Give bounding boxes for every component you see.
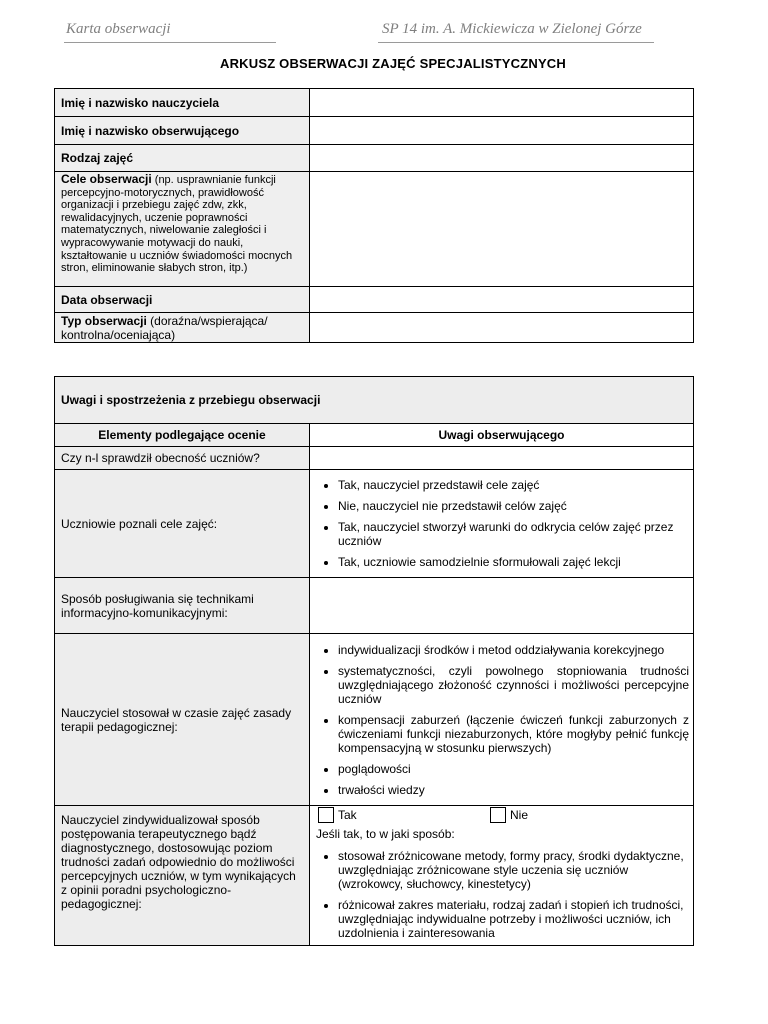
row-individualization-label: Nauczyciel zindywidualizował sposób postępowania terapeutycznego bądź diagnostycznego, dostosowując poziom trudności zadań odpowiednio do możliwości percepcyjnych uczniów, w tym wynikających z opinii poradni psychologiczno-pedagogicznej: bbox=[55, 806, 310, 946]
goals-note: (np. usprawnianie funkcji percepcyjno-motorycznych, prawidłowość organizacji i przebiegu zajęć zdw, zkk, rewalidacyjnych, uczenie poprawności matematycznych, niwelowanie zaległości i wypracowywanie motywacji do nauki, kształtowanie u uczniów świadomości mocnych stron, eliminowanie słabych stron, itp.) bbox=[61, 174, 293, 275]
row-attendance-label: Czy n-l sprawdził obecność uczniów? bbox=[55, 447, 310, 470]
observer-field[interactable] bbox=[310, 117, 694, 145]
row-goals-known-label: Uczniowie poznali cele zajęć: bbox=[55, 470, 310, 578]
no-checkbox[interactable] bbox=[490, 807, 506, 823]
list-item[interactable]: • trwałości wiedzy bbox=[338, 783, 689, 797]
row-attendance-field[interactable] bbox=[310, 447, 694, 470]
list-item[interactable]: • Nie, nauczyciel nie przedstawił celów zajęć bbox=[338, 499, 689, 513]
remarks-section-title: Uwagi i spostrzeżenia z przebiegu obserwacji bbox=[55, 377, 694, 424]
no-label: Nie bbox=[510, 808, 529, 822]
goals-cell bbox=[55, 172, 310, 287]
list-item[interactable]: • kompensacji zaburzeń (łączenie ćwiczeń funkcji zaburzonych z ćwiczeniami funkcji niezaburzonych, które mogłyby pełnić funkcję kompensacyjną w stosunku pierwszych) bbox=[338, 713, 689, 755]
followup-question: Jeśli tak, to w jaki sposób: bbox=[316, 827, 455, 841]
teacher-field[interactable] bbox=[310, 89, 694, 117]
obs-type-field[interactable] bbox=[310, 313, 694, 343]
date-label: Data obserwacji bbox=[55, 287, 310, 313]
row-therapy-options bbox=[310, 634, 694, 806]
teacher-label: Imię i nazwisko nauczyciela bbox=[55, 89, 310, 117]
info-table bbox=[54, 88, 694, 343]
yes-no-row bbox=[314, 807, 689, 825]
page-title: ARKUSZ OBSERWACJI ZAJĘĆ SPECJALISTYCZNYCH bbox=[219, 56, 566, 71]
obs-type-cell bbox=[55, 313, 310, 343]
observer-label: Imię i nazwisko obserwującego bbox=[55, 117, 310, 145]
therapy-list bbox=[314, 643, 689, 797]
no-option[interactable] bbox=[490, 807, 528, 823]
list-item[interactable]: • poglądowości bbox=[338, 762, 689, 776]
goals-known-list bbox=[314, 478, 689, 569]
row-individualization-options bbox=[310, 806, 694, 946]
row-ict-field[interactable] bbox=[310, 578, 694, 634]
list-item[interactable]: • Tak, uczniowie samodzielnie sformułowali zajęć lekcji bbox=[338, 555, 689, 569]
list-item[interactable]: • Tak, nauczyciel przedstawił cele zajęć bbox=[338, 478, 689, 492]
list-item[interactable]: • różnicował zakres materiału, rodzaj zadań i stopień ich trudności, uwzględniając indywidualne potrzeby i możliwości uczniów, ich uzdolnienia i zainteresowania bbox=[338, 898, 689, 940]
list-item[interactable]: • Tak, nauczyciel stworzył warunki do odkrycia celów zajęć przez uczniów bbox=[338, 520, 689, 548]
goals-label: Cele obserwacji bbox=[61, 172, 152, 186]
yes-option[interactable] bbox=[318, 807, 357, 823]
obs-type-note: (doraźna/wspierająca/ kontrolna/oceniająca) bbox=[61, 314, 268, 342]
col-elements-header: Elementy podlegające ocenie bbox=[55, 424, 310, 447]
date-field[interactable] bbox=[310, 287, 694, 313]
yes-label: Tak bbox=[338, 808, 357, 822]
class-type-label: Rodzaj zajęć bbox=[55, 145, 310, 172]
goals-field[interactable] bbox=[310, 172, 694, 287]
yes-checkbox[interactable] bbox=[318, 807, 334, 823]
individualization-list bbox=[314, 849, 689, 940]
header-right: SP 14 im. A. Mickiewicza w Zielonej Górze bbox=[382, 21, 642, 37]
list-item[interactable]: • stosował zróżnicowane metody, formy pracy, środki dydaktyczne, uwzględniając zróżnicowane style uczenia się uczniów (wzrokowcy, słuchowcy, kinestetycy) bbox=[338, 849, 689, 891]
header-rule-right bbox=[378, 42, 654, 43]
header-left: Karta obserwacji bbox=[66, 21, 171, 37]
list-item[interactable]: • indywidualizacji środków i metod oddziaływania korekcyjnego bbox=[338, 643, 689, 657]
row-goals-known-options bbox=[310, 470, 694, 578]
col-remarks-header: Uwagi obserwującego bbox=[310, 424, 694, 447]
header-rule-left bbox=[64, 42, 276, 43]
row-therapy-label: Nauczyciel stosował w czasie zajęć zasady terapii pedagogicznej: bbox=[55, 634, 310, 806]
list-item[interactable]: • systematyczności, czyli powolnego stopniowania trudności uwzględniającego złożoność czynności i możliwości percepcyjne uczniów bbox=[338, 664, 689, 706]
remarks-table bbox=[54, 376, 694, 946]
row-ict-label: Sposób posługiwania się technikami informacyjno-komunikacyjnymi: bbox=[55, 578, 310, 634]
class-type-field[interactable] bbox=[310, 145, 694, 172]
obs-type-label: Typ obserwacji bbox=[61, 314, 147, 328]
